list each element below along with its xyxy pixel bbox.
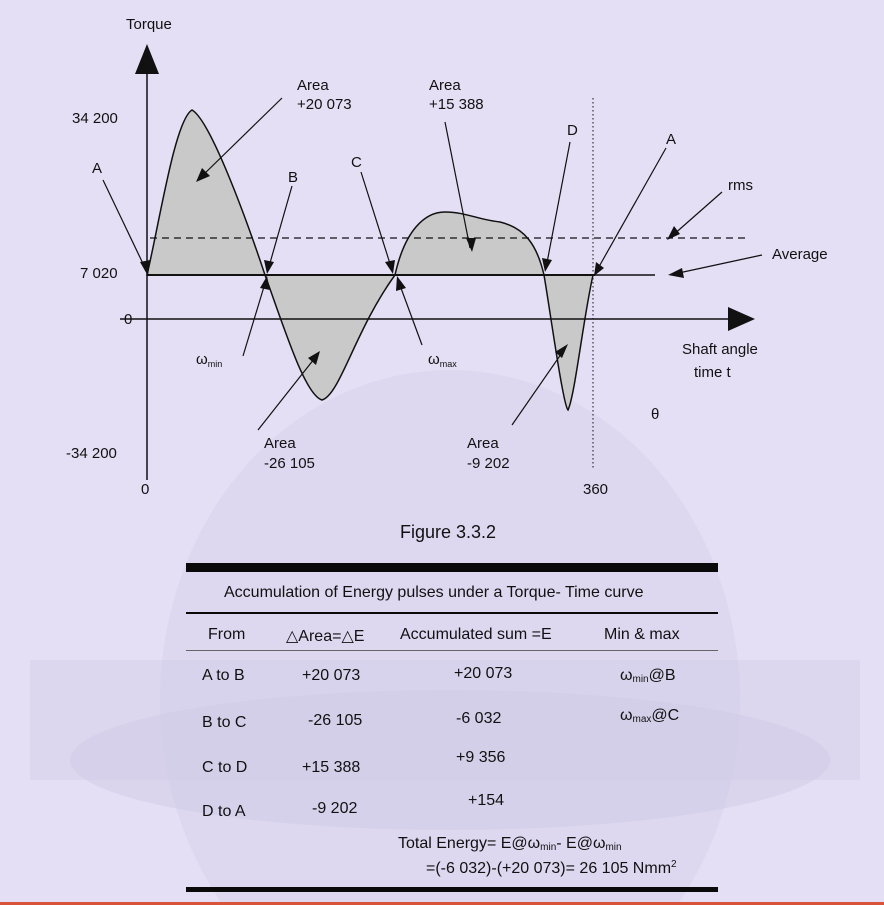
area-a-to-b: [147, 110, 265, 275]
header-delta: △Area=△E: [286, 628, 365, 645]
table-row-4-sum: +154: [468, 792, 505, 809]
area-bc-title: Area: [264, 435, 296, 452]
total-energy-line2: =(-6 032)-(+20 073)= 26 105 Nmm$^2$: [426, 859, 677, 877]
y-axis-label: Torque: [126, 16, 172, 33]
x-tick-0: 0: [141, 481, 150, 498]
y-tick-0: 0: [124, 311, 133, 328]
table-header-underline: [186, 650, 718, 651]
area-d-to-a: [544, 275, 593, 410]
table-header-rule: [186, 612, 718, 614]
area-ab-value: +20 073: [297, 96, 352, 113]
area-ab-title: Area: [297, 77, 329, 94]
header-from: From: [208, 626, 246, 643]
header-minmax: Min & max: [604, 626, 680, 643]
table-row-3-from: C to D: [202, 759, 248, 776]
y-tick-34200: 34 200: [72, 110, 118, 127]
table-row-1-sum: +20 073: [454, 665, 513, 682]
table-row-3-delta: +15 388: [302, 759, 361, 776]
area-bc-value: -26 105: [264, 455, 315, 472]
y-tick-neg-34200: -34 200: [66, 445, 117, 462]
point-b: B: [288, 169, 299, 186]
area-cd-value: +15 388: [429, 96, 484, 113]
x-axis-label-line2: time t: [694, 364, 731, 381]
y-tick-7020: 7 020: [80, 265, 118, 282]
x-axis-label-line1: Shaft angle: [682, 341, 758, 358]
area-da-title: Area: [467, 435, 499, 452]
table-row-2-sum: -6 032: [456, 710, 502, 727]
table-row-2-delta: -26 105: [308, 712, 363, 729]
table-row-1-delta: +20 073: [302, 667, 361, 684]
y-axis-arrow: [135, 44, 159, 74]
table-row-1-from: A to B: [202, 667, 245, 684]
rms-label: rms: [728, 177, 753, 194]
average-label: Average: [772, 246, 828, 263]
x-axis-arrow: [728, 307, 755, 331]
table-top-rule: [186, 563, 718, 572]
area-b-to-c: [265, 275, 395, 400]
point-c: C: [351, 154, 362, 171]
omega-max-label: $\omega_{max}$: [428, 351, 457, 369]
area-da-value: -9 202: [467, 455, 510, 472]
table-row-3-sum: +9 356: [456, 749, 506, 766]
table-row-4-from: D to A: [202, 803, 246, 820]
total-energy-line1: Total Energy= E@ωmin- E@ωmin: [398, 835, 622, 853]
table-row-1-minmax: ωmin@B: [620, 667, 676, 685]
point-d: D: [567, 122, 578, 139]
point-a-left: A: [92, 160, 103, 177]
x-tick-360: 360: [583, 481, 609, 498]
point-a-right: A: [666, 131, 677, 148]
figure-caption: Figure 3.3.2: [400, 522, 497, 542]
table-row-2-minmax: ωmax@C: [620, 707, 680, 725]
table-row-2-from: B to C: [202, 714, 247, 731]
table-title: Accumulation of Energy pulses under a Torque- Time curve: [224, 584, 644, 601]
omega-min-label: $\omega_{min}$: [196, 351, 223, 369]
table-row-4-delta: -9 202: [312, 800, 358, 817]
header-sum: Accumulated sum =E: [400, 626, 552, 643]
area-cd-title: Area: [429, 77, 461, 94]
theta-label: θ: [651, 406, 660, 423]
table-bottom-rule: [186, 887, 718, 892]
